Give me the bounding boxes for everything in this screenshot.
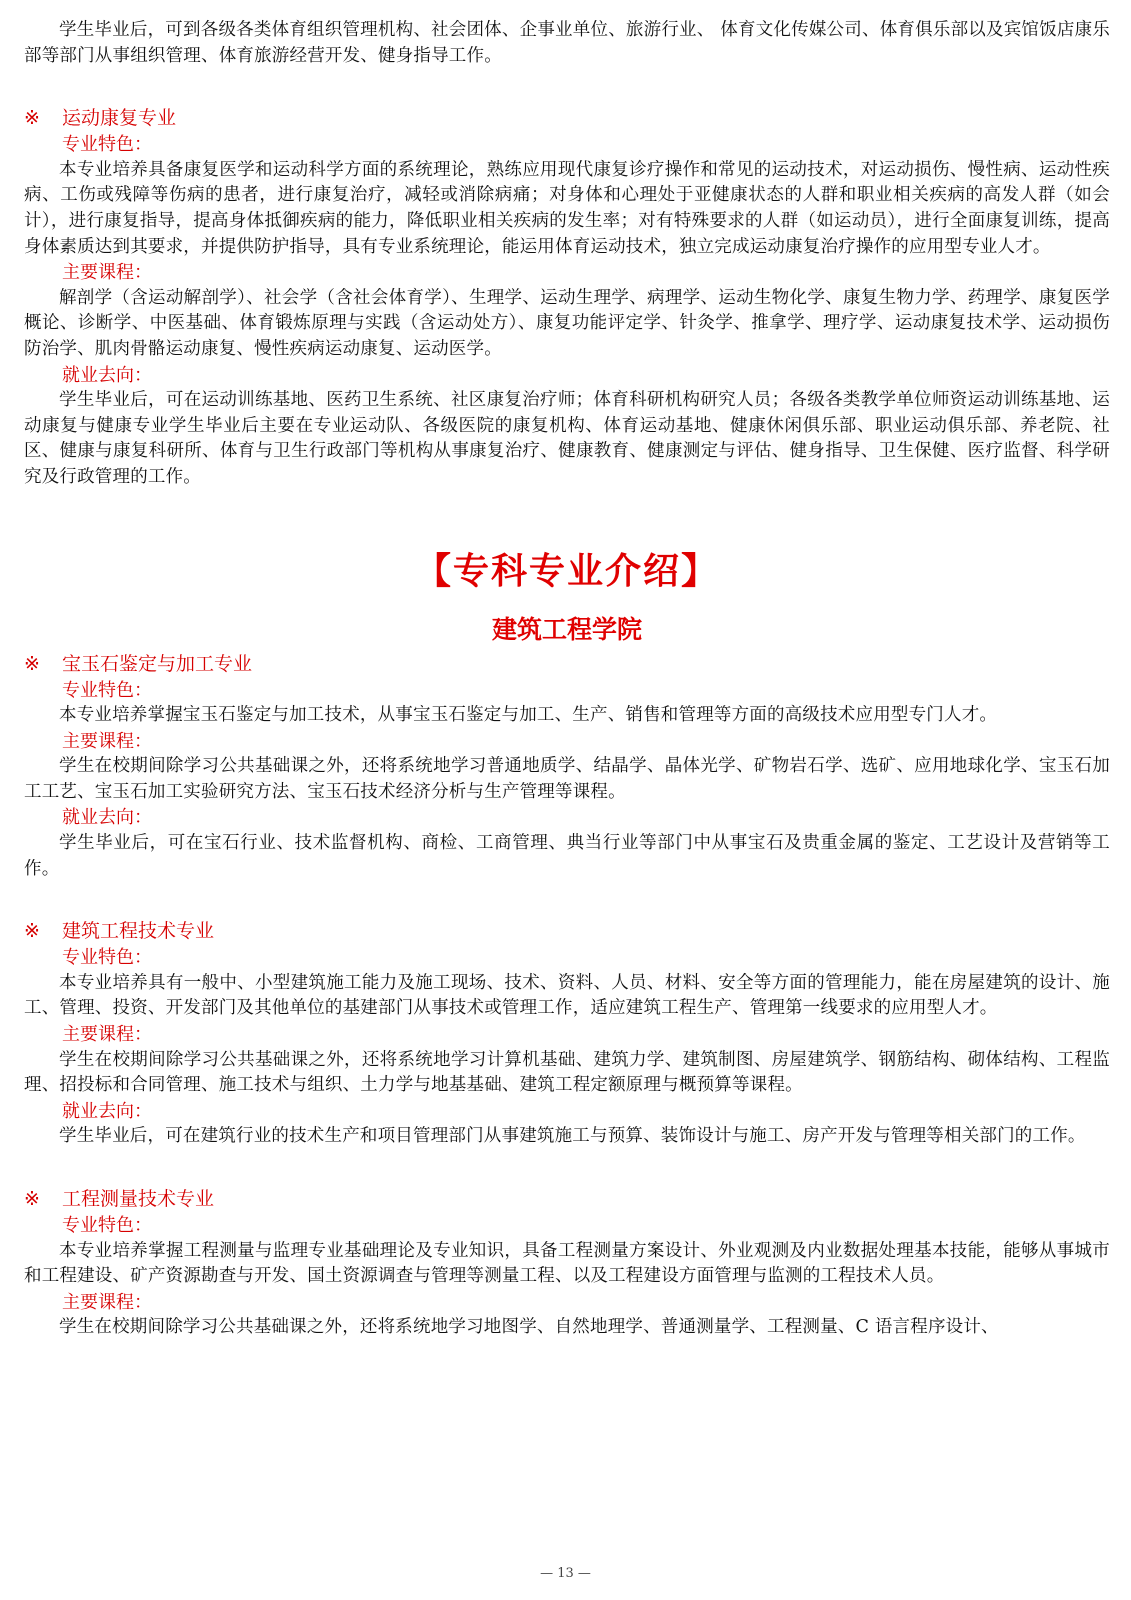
major-title-text: 工程测量技术专业 <box>62 1188 215 1210</box>
career-label: 就业去向： <box>62 1100 152 1122</box>
feature-text: 本专业培养掌握宝玉石鉴定与加工技术，从事宝玉石鉴定与加工、生产、销售和管理等方面的高级技术应用型专门人才。 <box>59 705 998 726</box>
reference-mark-icon: ※ <box>24 920 40 943</box>
feature-text: 本专业培养具有一般中、小型建筑施工能力及施工现场、技术、资料、人员、材料、安全等方面的管理能力，能在房屋建筑的设计、施工、管理、投资、开发部门及其他单位的基建部门从事技术或管理工作，适应建筑工程生产、管理第一线要求的应用型人才。 <box>24 972 1110 1019</box>
courses-label: 主要课程： <box>62 730 152 752</box>
major-title <box>24 105 1110 132</box>
courses-text: 解剖学（含运动解剖学）、社会学（含社会体育学）、生理学、运动生理学、病理学、运动生物化学、康复生物力学、药理学、康复医学概论、诊断学、中医基础、体育锻炼原理与实践（含运动处方）、康复功能评定学、针灸学、推拿学、理疗学、运动康复技术学、运动损伤防治学、肌肉骨骼运动康复、慢性疾病运动康复、运动医学。 <box>24 287 1110 359</box>
document-page <box>24 18 1110 1341</box>
page-number: — 13 — <box>540 1566 591 1581</box>
career-label: 就业去向： <box>62 807 152 829</box>
major-section-sports-rehab <box>24 105 1110 490</box>
courses-label: 主要课程： <box>62 262 152 284</box>
reference-mark-icon: ※ <box>24 652 40 675</box>
intro-paragraph: 学生毕业后，可到各级各类体育组织管理机构、社会团体、企事业单位、旅游行业、 体育文化传媒公司、体育俱乐部以及宾馆饭店康乐部等部门从事组织管理、体育旅游经营开发、健身指导工作。 <box>24 20 1110 66</box>
major-section-construction <box>24 918 1110 1150</box>
major-title-text: 建筑工程技术专业 <box>62 920 215 943</box>
courses-label: 主要课程： <box>62 1024 152 1046</box>
reference-mark-icon: ※ <box>24 107 40 130</box>
major-title <box>24 1186 1110 1213</box>
courses-text: 学生在校期间除学习公共基础课之外，还将系统地学习普通地质学、结晶学、晶体光学、矿物岩石学、选矿、应用地球化学、宝玉石加工工艺、宝玉石加工实验研究方法、宝玉石技术经济分析与生产管理等课程。 <box>24 756 1110 802</box>
college-heading: 建筑工程学院 <box>491 614 642 644</box>
major-title-text: 运动康复专业 <box>62 107 177 130</box>
courses-text: 学生在校期间除学习公共基础课之外，还将系统地学习地图学、自然地理学、普通测量学、工程测量、C 语言程序设计、 <box>59 1317 999 1338</box>
section-heading: 【专科专业介绍】 <box>414 549 719 592</box>
career-label: 就业去向： <box>62 364 152 386</box>
career-text: 学生毕业后，可在宝石行业、技术监督机构、商检、工商管理、典当行业等部门中从事宝石及贵重金属的鉴定、工艺设计及营销等工作。 <box>24 833 1110 879</box>
courses-label: 主要课程： <box>62 1291 152 1313</box>
major-section-surveying <box>24 1186 1110 1341</box>
major-title-text: 宝玉石鉴定与加工专业 <box>62 652 253 675</box>
feature-label: 专业特色： <box>62 134 152 156</box>
feature-text: 本专业培养掌握工程测量与监理专业基础理论及专业知识，具备工程测量方案设计、外业观测及内业数据处理基本技能，能够从事城市和工程建设、矿产资源勘查与开发、国土资源调查与管理等测量工程、以及工程建设方面管理与监测的工程技术人员。 <box>24 1240 1110 1287</box>
reference-mark-icon: ※ <box>24 1188 40 1210</box>
major-section-gem <box>24 651 1110 883</box>
feature-label: 专业特色： <box>62 1215 152 1236</box>
career-text: 学生毕业后，可在运动训练基地、医药卫生系统、社区康复治疗师；体育科研机构研究人员；各级各类教学单位师资运动训练基地、运动康复与健康专业学生毕业后主要在专业运动队、各级医院的康复机构、体育运动基地、健康休闲俱乐部、职业运动俱乐部、养老院、社区、健康与康复科研所、体育与卫生行政部门等机构从事康复治疗、健康教育、健康测定与评估、健身指导、卫生保健、医疗监督、科学研究及行政管理的工作。 <box>24 390 1110 487</box>
feature-label: 专业特色： <box>62 947 152 969</box>
courses-text: 学生在校期间除学习公共基础课之外，还将系统地学习计算机基础、建筑力学、建筑制图、房屋建筑学、钢筋结构、砌体结构、工程监理、招投标和合同管理、施工技术与组织、土力学与地基基础、建筑工程定额原理与概预算等课程。 <box>24 1049 1110 1096</box>
feature-label: 专业特色： <box>62 679 152 701</box>
major-title <box>24 651 1110 678</box>
major-title <box>24 918 1110 945</box>
feature-text: 本专业培养具备康复医学和运动科学方面的系统理论，熟练应用现代康复诊疗操作和常见的运动技术，对运动损伤、慢性病、运动性疾病、工伤或残障等伤病的患者，进行康复治疗，减轻或消除病痛；对身体和心理处于亚健康状态的人群和职业相关疾病的高发人群（如会计），进行康复指导，提高身体抵御疾病的能力，降低职业相关疾病的发生率；对有特殊要求的人群（如运动员），进行全面康复训练，提高身体素质达到其要求，并提供防护指导，具有专业系统理论，能运用体育运动技术，独立完成运动康复治疗操作的应用型专业人才。 <box>24 159 1110 257</box>
career-text: 学生毕业后，可在建筑行业的技术生产和项目管理部门从事建筑施工与预算、装饰设计与施工、房产开发与管理等相关部门的工作。 <box>59 1126 1086 1147</box>
